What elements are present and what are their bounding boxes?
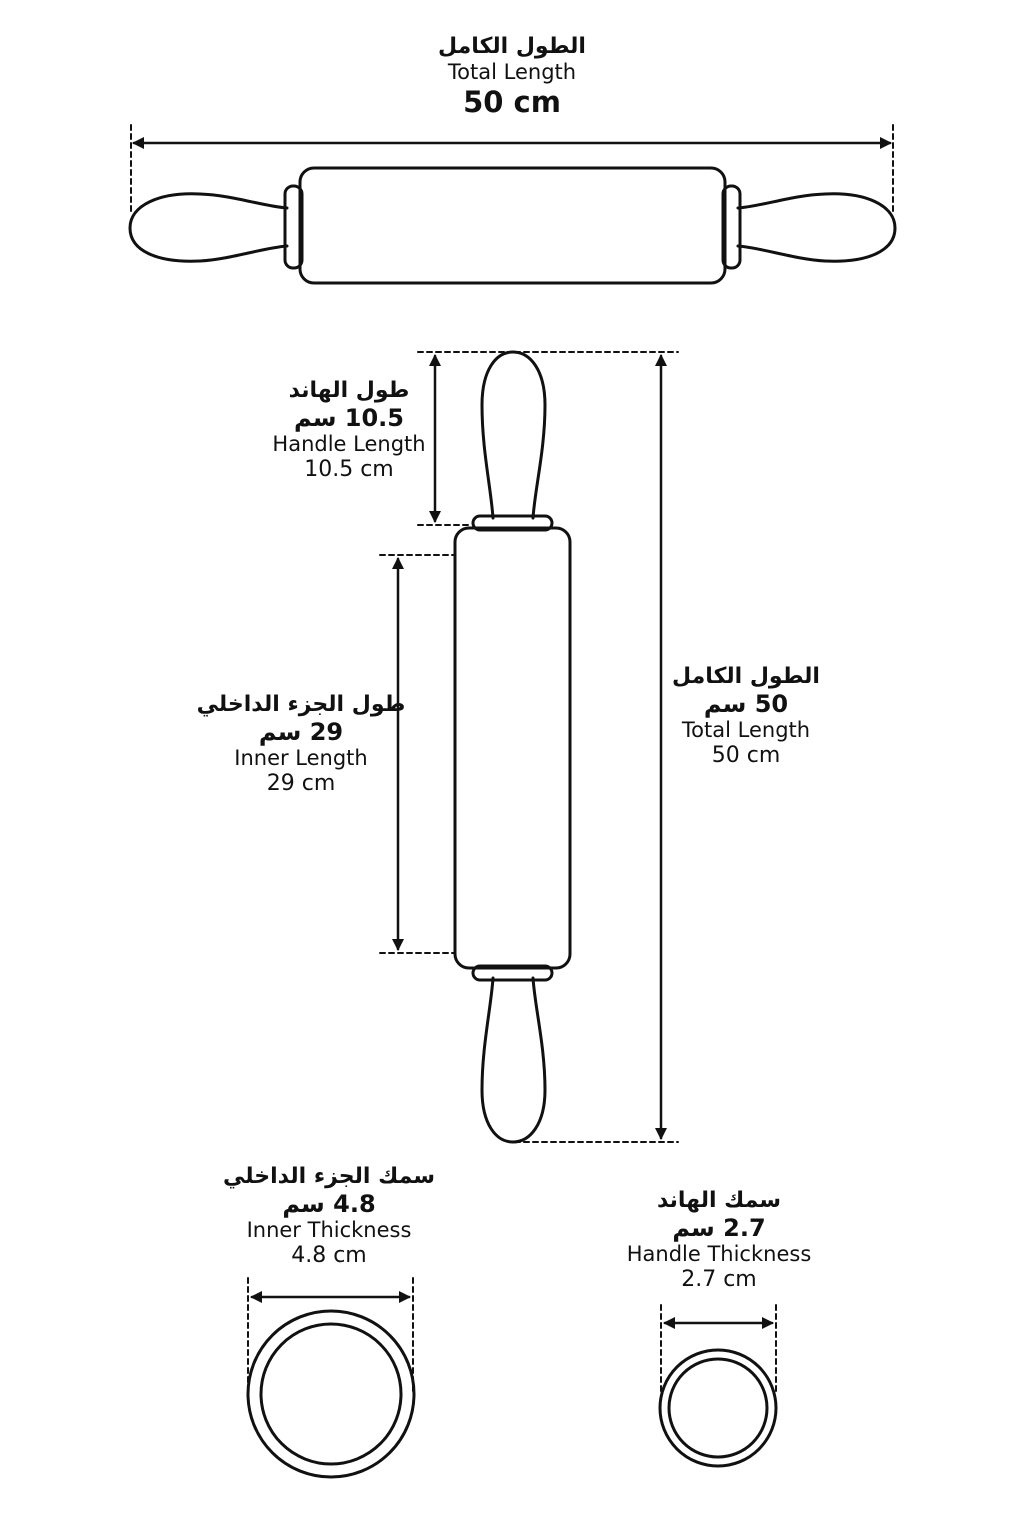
- handle-thickness-label: [604, 1188, 834, 1293]
- roller-body: [300, 168, 725, 283]
- inner-thickness-label-en: Inner Thickness: [246, 1218, 412, 1243]
- top-value: 50 cm: [463, 84, 561, 119]
- inner-length-label-en: Inner Length: [234, 746, 368, 771]
- inner-length-value-en: 29 cm: [266, 771, 336, 797]
- top-label-ar: الطول الكامل: [438, 34, 586, 59]
- total-length-label-ar: الطول الكامل: [672, 664, 820, 689]
- handle-thickness-value-ar: 2.7 سم: [672, 1213, 766, 1242]
- handle-length-label-ar: طول الهاند: [288, 378, 410, 403]
- inner-outer-circle: [248, 1311, 414, 1477]
- handle-length-label: [249, 378, 449, 483]
- left-handle: [130, 194, 287, 261]
- top-label-en: Total Length: [447, 59, 577, 84]
- inner-thickness-value-ar: 4.8 سم: [282, 1189, 376, 1218]
- inner-thickness-section: [248, 1278, 414, 1477]
- handle-thickness-label-ar: سمك الهاند: [656, 1188, 782, 1213]
- handle-thickness-value-en: 2.7 cm: [681, 1267, 757, 1293]
- handle-length-value-ar: 10.5 سم: [294, 403, 404, 432]
- top-total-length-label: [412, 34, 612, 119]
- handle-thickness-section: [660, 1305, 776, 1466]
- handle-length-label-en: Handle Length: [272, 432, 426, 457]
- rolling-pin-vertical: [455, 352, 570, 1142]
- bottom-handle: [482, 978, 545, 1142]
- inner-thickness-label: [214, 1164, 444, 1269]
- total-length-value-en: 50 cm: [711, 743, 781, 769]
- handle-inner-circle: [669, 1359, 767, 1457]
- right-handle: [738, 194, 895, 261]
- total-length-value-ar: 50 سم: [703, 689, 789, 718]
- inner-length-value-ar: 29 سم: [258, 717, 344, 746]
- inner-inner-circle: [261, 1324, 401, 1464]
- inner-length-label-ar: طول الجزء الداخلي: [196, 692, 406, 717]
- handle-thickness-label-en: Handle Thickness: [626, 1242, 812, 1267]
- total-length-label: [646, 664, 846, 769]
- inner-length-label: [191, 692, 411, 797]
- roller-body-vertical: [455, 528, 570, 968]
- inner-thickness-label-ar: سمك الجزء الداخلي: [223, 1164, 435, 1189]
- rolling-pin-horizontal: [130, 168, 895, 283]
- handle-outer-circle: [660, 1350, 776, 1466]
- top-handle: [482, 352, 545, 518]
- inner-thickness-value-en: 4.8 cm: [291, 1243, 367, 1269]
- total-length-label-en: Total Length: [681, 718, 811, 743]
- handle-length-value-en: 10.5 cm: [304, 457, 394, 483]
